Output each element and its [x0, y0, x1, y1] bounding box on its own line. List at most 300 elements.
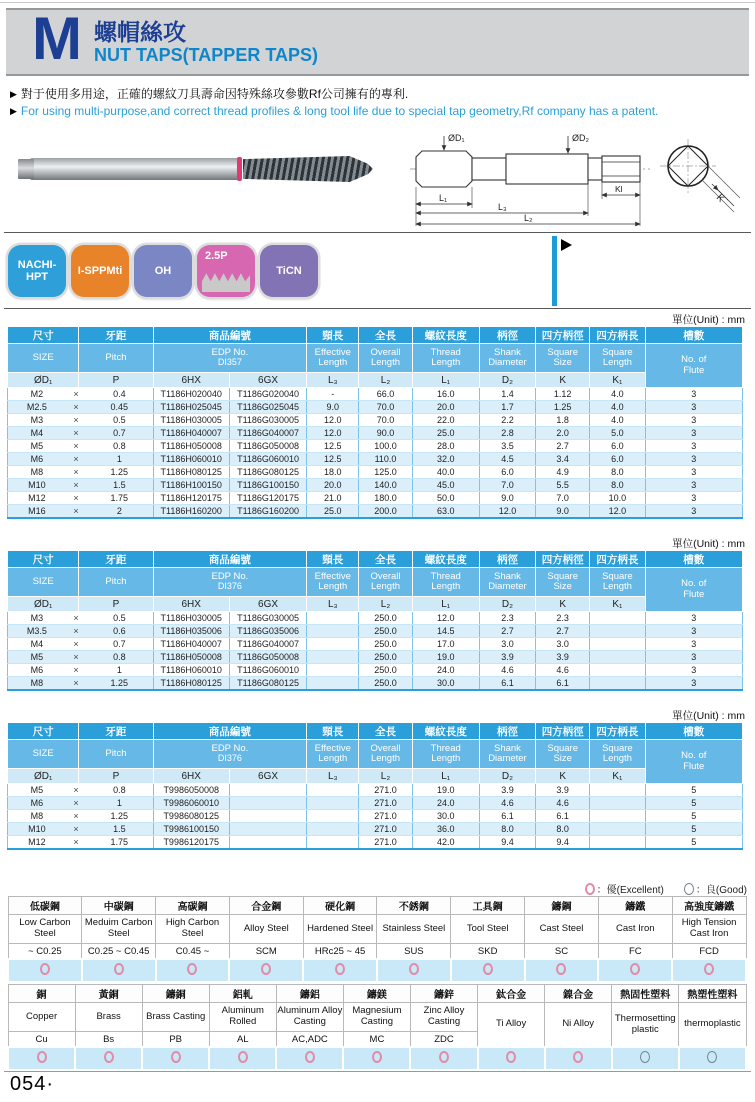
spec-cell: 70.0 [359, 401, 412, 414]
spec-cell [590, 677, 645, 691]
col-header-symbol: L₁ [412, 373, 479, 388]
spec-cell: 8.0 [479, 823, 535, 836]
col-header-en: Effective Length [307, 568, 359, 597]
excellent-circle-icon [573, 1051, 583, 1063]
size-cell: M3 × 0.5 [8, 414, 154, 427]
material-code: ZDC [410, 1032, 477, 1048]
spec-cell: 5.0 [590, 427, 645, 440]
spec-row [8, 427, 743, 440]
spec-cell [590, 784, 645, 797]
col-header-en: Square Size [536, 568, 590, 597]
col-header-en: Thread Length [412, 740, 479, 769]
legend-label: ：良(Good) [695, 885, 747, 896]
spec-cell: 30.0 [412, 677, 479, 691]
spec-cell: 3 [645, 388, 742, 401]
col-header-zh: 全長 [359, 551, 412, 568]
spec-table-di376-5flute [7, 722, 743, 850]
spec-cell: 8.0 [590, 479, 645, 492]
spec-cell [307, 823, 359, 836]
material-name-en: High Tension Cast Iron [672, 915, 746, 944]
excellent-circle-icon [409, 963, 419, 975]
material-rating [451, 959, 525, 982]
spec-row [8, 823, 743, 836]
spec-cell: T1186G040007 [229, 638, 306, 651]
spec-cell: 3 [645, 466, 742, 479]
spec-cell: T1186G160200 [229, 505, 306, 519]
spec-cell: 5 [645, 823, 742, 836]
material-rating [525, 959, 599, 982]
col-header-zh: 四方柄徑 [536, 551, 590, 568]
col-header-en: No. of Flute [645, 344, 742, 388]
spec-cell: 24.0 [412, 664, 479, 677]
spec-cell: 12.0 [307, 414, 359, 427]
col-header-en: Effective Length [307, 344, 359, 373]
spec-cell: T9986080125 [153, 810, 229, 823]
spec-cell: T1186H060010 [153, 664, 229, 677]
material-code: AL [209, 1032, 276, 1048]
spec-cell: 100.0 [359, 440, 412, 453]
legend-item [684, 881, 747, 896]
material-name-zh: 硬化鋼 [303, 897, 377, 915]
col-header-symbol: L₂ [359, 597, 412, 612]
spec-cell: 250.0 [359, 638, 412, 651]
material-code: SC [525, 944, 599, 960]
spec-cell: 1.12 [536, 388, 590, 401]
spec-cell: 6.0 [479, 466, 535, 479]
spec-cell: T1186G030005 [229, 414, 306, 427]
material-rating [8, 1047, 75, 1070]
material-rating [276, 1047, 343, 1070]
spec-cell: 8.0 [536, 823, 590, 836]
col-header-zh: 四方柄徑 [536, 327, 590, 344]
spec-row [8, 505, 743, 519]
material-rating [410, 1047, 477, 1070]
spec-cell: 12.0 [412, 612, 479, 625]
spec-cell: 8.0 [590, 466, 645, 479]
tap-shaft [30, 158, 240, 180]
col-header-zh: 槽數 [645, 723, 742, 740]
col-header-zh: 柄徑 [479, 551, 535, 568]
section-divider-line [4, 232, 751, 233]
spec-cell: 250.0 [359, 651, 412, 664]
spec-cell: 3 [645, 427, 742, 440]
spec-cell: 45.0 [412, 479, 479, 492]
col-header-symbol: K₁ [590, 769, 645, 784]
spec-cell: 6.1 [479, 677, 535, 691]
spec-cell: 25.0 [412, 427, 479, 440]
material-rating [377, 959, 451, 982]
col-header-zh: 尺寸 [8, 327, 79, 344]
material-rating [598, 959, 672, 982]
col-header-zh: 四方柄長 [590, 551, 645, 568]
spec-cell: 3.4 [536, 453, 590, 466]
spec-cell: 5 [645, 836, 742, 850]
spec-cell: - [307, 388, 359, 401]
spec-cell: 3 [645, 625, 742, 638]
badge-label: 2.5P [205, 250, 228, 262]
material-name-zh: 鎳合金 [545, 985, 612, 1003]
spec-row [8, 797, 743, 810]
material-rating [612, 1047, 679, 1070]
spec-cell: 271.0 [359, 810, 412, 823]
spec-cell: T1186H025045 [153, 401, 229, 414]
materials-legend [585, 881, 747, 896]
spec-cell: T1186G020040 [229, 388, 306, 401]
material-name-zh: 工具鋼 [451, 897, 525, 915]
page-title-zh: 螺帽絲攻 [93, 18, 186, 45]
col-header-zh: 尺寸 [8, 551, 79, 568]
material-name-zh: 鑄銅 [142, 985, 209, 1003]
spec-cell [229, 836, 306, 850]
spec-cell: 3 [645, 479, 742, 492]
unit-label: 單位(Unit) : mm [672, 710, 745, 722]
spec-cell [590, 625, 645, 638]
spec-cell: T1186G120175 [229, 492, 306, 505]
spec-cell: 9.4 [479, 836, 535, 850]
spec-cell: 14.5 [412, 625, 479, 638]
col-header-en: Square Length [590, 568, 645, 597]
spec-cell: 90.0 [359, 427, 412, 440]
spec-cell [229, 810, 306, 823]
col-header-symbol: ØD₁ [8, 597, 79, 612]
col-header-en: SIZE [8, 740, 79, 769]
col-header-zh: 尺寸 [8, 723, 79, 740]
edp-no-header: EDP No. DI376 [153, 740, 307, 769]
dim-label-l2: L₂ [524, 213, 533, 223]
col-header-zh: 四方柄長 [590, 723, 645, 740]
material-rating [478, 1047, 545, 1070]
spec-cell: 7.0 [536, 492, 590, 505]
header-band [6, 5, 749, 76]
material-name-zh: 中碳鋼 [82, 897, 156, 915]
col-header-symbol: L₂ [359, 769, 412, 784]
col-header-en: Square Size [536, 344, 590, 373]
spec-cell: 19.0 [412, 651, 479, 664]
legend-label: ：優(Excellent) [596, 885, 664, 896]
spec-cell: T1186G080125 [229, 466, 306, 479]
excellent-circle-icon [335, 963, 345, 975]
col-header-zh: 牙距 [79, 551, 153, 568]
spec-cell [229, 797, 306, 810]
col-header-symbol: ØD₁ [8, 769, 79, 784]
spec-cell: 5 [645, 810, 742, 823]
material-name-zh: 低碳鋼 [8, 897, 82, 915]
spec-cell [307, 677, 359, 691]
spec-cell: 3.0 [479, 638, 535, 651]
dim-label-l1: L₁ [439, 193, 448, 203]
spec-cell [307, 638, 359, 651]
excellent-circle-icon [556, 963, 566, 975]
col-header-en: Thread Length [412, 344, 479, 373]
material-code: FCD [672, 944, 746, 960]
spec-cell [307, 797, 359, 810]
spec-cell: 5 [645, 797, 742, 810]
material-name-en: Aluminum Alloy Casting [276, 1003, 343, 1032]
spec-cell: 30.0 [412, 810, 479, 823]
col-header-zh: 牙距 [79, 723, 153, 740]
spec-cell: 271.0 [359, 823, 412, 836]
spec-cell: 22.0 [412, 414, 479, 427]
spec-cell: 3 [645, 677, 742, 691]
col-header-en: Square Length [590, 740, 645, 769]
col-header-zh: 柄徑 [479, 327, 535, 344]
materials-table-steels [7, 896, 747, 983]
spec-cell: 9.0 [536, 505, 590, 519]
good-circle-icon [684, 883, 694, 895]
spec-cell: 1.25 [536, 401, 590, 414]
material-code: SCM [229, 944, 303, 960]
spec-row [8, 651, 743, 664]
size-cell: M10 × 1.5 [8, 479, 154, 492]
material-name-zh: 鋁軋 [209, 985, 276, 1003]
material-name-en: Alloy Steel [229, 915, 303, 944]
spec-cell: 9.0 [479, 492, 535, 505]
spec-cell: 3 [645, 492, 742, 505]
spec-cell: 21.0 [307, 492, 359, 505]
material-name-en: Brass Casting [142, 1003, 209, 1032]
col-header-en: Overall Length [359, 344, 412, 373]
spec-cell: 24.0 [412, 797, 479, 810]
material-code: C0.25 ~ C0.45 [82, 944, 156, 960]
col-header-en: No. of Flute [645, 740, 742, 784]
material-name-en: Tool Steel [451, 915, 525, 944]
spec-row [8, 625, 743, 638]
unit-label: 單位(Unit) : mm [672, 538, 745, 550]
material-code: AC,ADC [276, 1032, 343, 1048]
material-rating [672, 959, 746, 982]
tap-color-ring [237, 157, 242, 181]
material-code: SUS [377, 944, 451, 960]
col-header-en: Shank Diameter [479, 568, 535, 597]
spec-cell: 6.1 [536, 677, 590, 691]
material-name-zh: 熱塑性塑料 [679, 985, 746, 1003]
tap-shank-end [18, 159, 34, 179]
dim-label-d1: ØD₁ [448, 133, 465, 143]
spec-cell [590, 612, 645, 625]
material-code: SKD [451, 944, 525, 960]
spec-cell: T1186G040007 [229, 427, 306, 440]
spec-cell: 200.0 [359, 505, 412, 519]
size-cell: M3 × 0.5 [8, 612, 154, 625]
badge-label: NACHI-HPT [17, 259, 57, 283]
col-header-en: SIZE [8, 344, 79, 373]
spec-cell [590, 797, 645, 810]
material-rating [209, 1047, 276, 1070]
material-name-en: Hardened Steel [303, 915, 377, 944]
spec-cell: T1186H030005 [153, 414, 229, 427]
material-name-en: thermoplastic [679, 1003, 746, 1048]
material-rating [75, 1047, 142, 1070]
spec-cell: 140.0 [359, 479, 412, 492]
spec-cell: 4.6 [536, 797, 590, 810]
arrow-marker-icon [561, 239, 572, 251]
spec-row [8, 810, 743, 823]
spec-row [8, 664, 743, 677]
spec-cell: 3 [645, 453, 742, 466]
spec-cell: 19.0 [412, 784, 479, 797]
unit-label: 單位(Unit) : mm [672, 314, 745, 326]
spec-row [8, 388, 743, 401]
coating-badge [71, 245, 129, 297]
spec-cell: 1.4 [479, 388, 535, 401]
size-cell: M5 × 0.8 [8, 784, 154, 797]
spec-cell: 42.0 [412, 836, 479, 850]
col-header-en: Shank Diameter [479, 344, 535, 373]
col-header-symbol: K [536, 769, 590, 784]
spec-cell: 10.0 [590, 492, 645, 505]
excellent-circle-icon [40, 963, 50, 975]
spec-cell: 3.9 [479, 651, 535, 664]
col-header-zh: 商品編號 [153, 551, 307, 568]
spec-cell: 3 [645, 664, 742, 677]
spec-cell: T1186H035006 [153, 625, 229, 638]
spec-cell: 4.6 [479, 797, 535, 810]
spec-cell: 9.0 [307, 401, 359, 414]
spec-cell: 40.0 [412, 466, 479, 479]
spec-cell: 110.0 [359, 453, 412, 466]
page-number: 054· [10, 1073, 55, 1095]
col-header-zh: 牙距 [79, 327, 153, 344]
spec-cell [590, 664, 645, 677]
excellent-circle-icon [104, 1051, 114, 1063]
col-header-en: No. of Flute [645, 568, 742, 612]
material-name-zh: 鑄鎂 [343, 985, 410, 1003]
spec-row [8, 492, 743, 505]
col-header-symbol: L₃ [307, 373, 359, 388]
col-header-symbol: P [79, 373, 153, 388]
excellent-circle-icon [439, 1051, 449, 1063]
spec-cell: T1186G060010 [229, 664, 306, 677]
spec-cell [229, 784, 306, 797]
spec-cell [307, 612, 359, 625]
size-cell: M5 × 0.8 [8, 440, 154, 453]
coating-badge [8, 245, 66, 297]
material-rating [229, 959, 303, 982]
spec-cell: 12.0 [590, 505, 645, 519]
spec-cell: 18.0 [307, 466, 359, 479]
spec-cell: T1186G100150 [229, 479, 306, 492]
spec-cell: 3 [645, 401, 742, 414]
spec-cell: 4.9 [536, 466, 590, 479]
spec-cell: T9986060010 [153, 797, 229, 810]
spec-cell: T1186H030005 [153, 612, 229, 625]
spec-cell: 250.0 [359, 625, 412, 638]
spec-cell [590, 823, 645, 836]
col-header-zh: 四方柄徑 [536, 723, 590, 740]
spec-cell: 3 [645, 651, 742, 664]
material-name-en: Stainless Steel [377, 915, 451, 944]
dim-label-k: K [713, 192, 727, 205]
spec-cell: 2.3 [479, 612, 535, 625]
spec-cell: 4.0 [590, 388, 645, 401]
spec-cell: 12.0 [479, 505, 535, 519]
col-header-en: Overall Length [359, 568, 412, 597]
col-header-symbol: P [79, 769, 153, 784]
spec-row [8, 612, 743, 625]
spec-cell: T1186H040007 [153, 427, 229, 440]
material-name-zh: 高碳鋼 [156, 897, 230, 915]
spec-cell: T1186G030005 [229, 612, 306, 625]
spec-cell [307, 810, 359, 823]
material-name-zh: 高強度鑄鐵 [672, 897, 746, 915]
spec-cell: 28.0 [412, 440, 479, 453]
col-header-symbol: L₂ [359, 373, 412, 388]
col-header-en: SIZE [8, 568, 79, 597]
excellent-circle-icon [506, 1051, 516, 1063]
materials-table-nonferrous [7, 984, 747, 1071]
col-header-symbol: D₂ [479, 769, 535, 784]
spec-row [8, 638, 743, 651]
tap-thread-section [243, 156, 373, 182]
coating-badge [197, 245, 255, 297]
col-header-en: Pitch [79, 740, 153, 769]
spec-cell: 6.0 [590, 453, 645, 466]
blue-divider-bar [552, 236, 557, 306]
material-rating [545, 1047, 612, 1070]
spec-cell: 250.0 [359, 664, 412, 677]
spec-cell: 271.0 [359, 836, 412, 850]
col-header-symbol: 6HX [153, 597, 229, 612]
material-name-zh: 黃銅 [75, 985, 142, 1003]
material-name-en: Aluminum Rolled [209, 1003, 276, 1032]
spec-cell: 2.7 [536, 440, 590, 453]
excellent-circle-icon [171, 1051, 181, 1063]
bullet-arrow-icon: ▶ [10, 106, 17, 116]
size-cell: M4 × 0.7 [8, 427, 154, 440]
spec-cell: 1.7 [479, 401, 535, 414]
excellent-circle-icon [704, 963, 714, 975]
spec-cell [590, 651, 645, 664]
coating-badge [134, 245, 192, 297]
spec-cell: 2.0 [536, 427, 590, 440]
spec-cell: 3.9 [536, 651, 590, 664]
legend-item [585, 881, 664, 896]
badge-label: TiCN [276, 265, 302, 277]
spec-cell: 9.4 [536, 836, 590, 850]
material-code: Cu [8, 1032, 75, 1048]
size-cell: M5 × 0.8 [8, 651, 154, 664]
material-name-zh: 鈦合金 [478, 985, 545, 1003]
col-header-zh: 商品編號 [153, 327, 307, 344]
material-rating [156, 959, 230, 982]
good-circle-icon [640, 1051, 650, 1063]
material-name-zh: 鑄鋁 [276, 985, 343, 1003]
spec-row [8, 784, 743, 797]
edp-no-header: EDP No. DI357 [153, 344, 307, 373]
spec-cell: T9986050008 [153, 784, 229, 797]
col-header-zh: 槽數 [645, 327, 742, 344]
spec-cell: 66.0 [359, 388, 412, 401]
col-header-symbol: ØD₁ [8, 373, 79, 388]
material-code: ~ C0.25 [8, 944, 82, 960]
spec-cell [307, 784, 359, 797]
material-name-en: Magnesium Casting [343, 1003, 410, 1032]
size-cell: M12 × 1.75 [8, 836, 154, 850]
col-header-zh: 全長 [359, 327, 412, 344]
excellent-circle-icon [483, 963, 493, 975]
material-rating [679, 1047, 746, 1070]
tap-square-end-view [650, 136, 750, 228]
material-name-en: Low Carbon Steel [8, 915, 82, 944]
size-cell: M3.5 × 0.6 [8, 625, 154, 638]
spec-cell: 3 [645, 505, 742, 519]
spec-cell: 12.0 [307, 427, 359, 440]
size-cell: M6 × 1 [8, 797, 154, 810]
material-name-zh: 熱固性塑料 [612, 985, 679, 1003]
spec-cell: 17.0 [412, 638, 479, 651]
spec-table-di357 [7, 326, 743, 519]
spec-cell [307, 625, 359, 638]
